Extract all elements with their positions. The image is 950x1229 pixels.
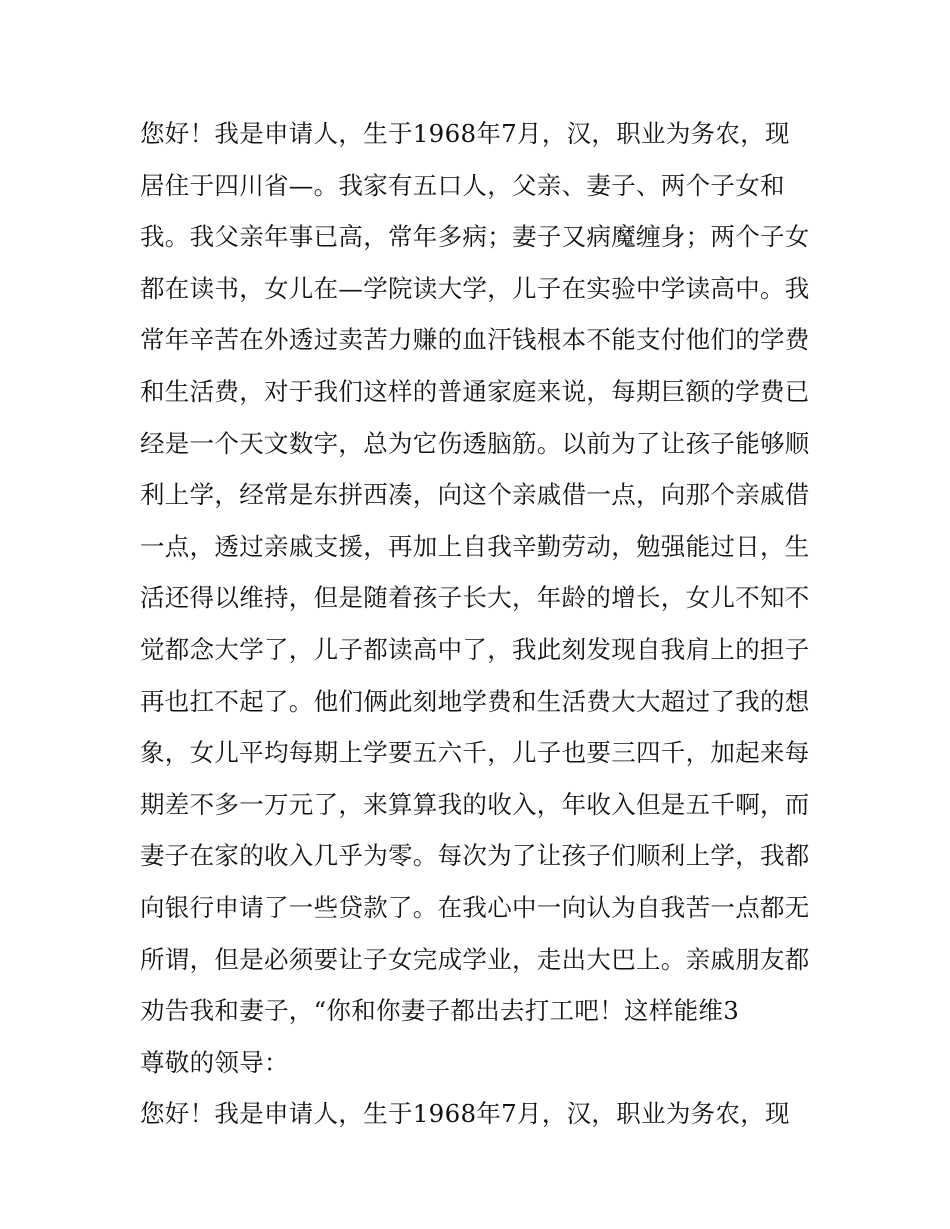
text-line: 您好！我是申请人，生于1968年7月，汉，职业为务农，现 (140, 119, 790, 148)
text-line: 经是一个天文数字，总为它伤透脑筋。以前为了让孩子能够顺 (140, 428, 810, 458)
text-line: 活还得以维持，但是随着孩子长大，年龄的增长，女儿不知不 (140, 583, 810, 613)
text-line: 劝告我和妻子，“你和你妻子都出去打工吧！这样能维3 (140, 996, 740, 1026)
text-line: 我。我父亲年事已高，常年多病；妻子又病魔缠身；两个子女 (140, 222, 810, 252)
text-line: 都在读书，女儿在—学院读大学，儿子在实验中学读高中。我 (140, 273, 810, 303)
text-line: 再也扛不起了。他们俩此刻地学费和生活费大大超过了我的想 (140, 686, 810, 716)
text-line: 所谓，但是必须要让子女完成学业，走出大巴上。亲戚朋友都 (140, 944, 810, 974)
text-line: 妻子在家的收入几乎为零。每次为了让孩子们顺利上学，我都 (140, 841, 810, 871)
text-line: 利上学，经常是东拼西凑，向这个亲戚借一点，向那个亲戚借 (140, 480, 810, 510)
text-line: 向银行申请了一些贷款了。在我心中一向认为自我苦一点都无 (140, 892, 810, 922)
text-line: 期差不多一万元了，来算算我的收入，年收入但是五千啊，而 (140, 789, 810, 819)
text-line: 居住于四川省—。我家有五口人，父亲、妻子、两个子女和 (140, 170, 785, 200)
text-line: 一点，透过亲戚支援，再加上自我辛勤劳动，勉强能过日，生 (140, 531, 810, 561)
text-line: 您好！我是申请人，生于1968年7月，汉，职业为务农，现 (140, 1099, 790, 1129)
text-line: 象，女儿平均每期上学要五六千，儿子也要三四千，加起来每 (140, 738, 810, 768)
text-line: 觉都念大学了，儿子都读高中了，我此刻发现自我肩上的担子 (140, 634, 810, 664)
salutation-line: 尊敬的领导： (140, 1047, 289, 1077)
text-line: 常年辛苦在外透过卖苦力赚的血汗钱根本不能支付他们的学费 (140, 325, 810, 355)
body-text (140, 108, 820, 1140)
text-line: 和生活费，对于我们这样的普通家庭来说，每期巨额的学费已 (140, 376, 810, 406)
